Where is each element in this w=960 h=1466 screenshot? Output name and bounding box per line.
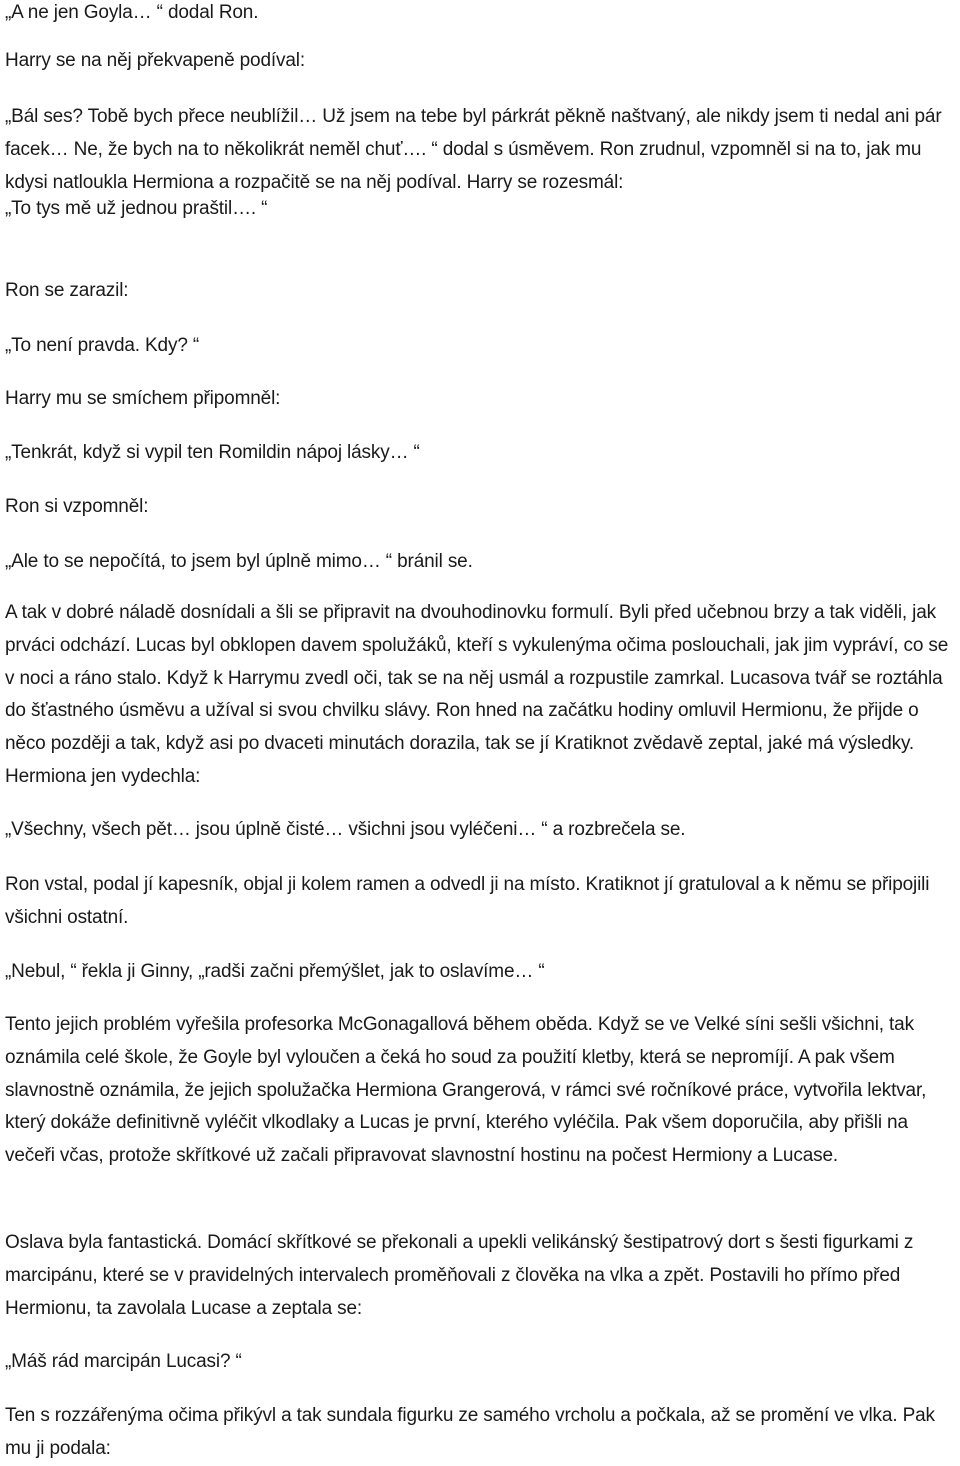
paragraph-17: „Máš rád marcipán Lucasi? “ xyxy=(5,1351,242,1372)
paragraph-3: „Bál ses? Tobě bych přece neublížil… Už jsem na tebe byl párkrát pěkně naštvaný, ale nikdy jsem ti nedal ani pár facek… Ne, že bych na to několikrát neměl chuť…. “ dodal s úsměvem. Ron zrudnul, vzpomněl si na to, jak mu kdysi natloukla Hermiona a rozpačitě se na něj podíval. Harry se rozesmál: xyxy=(5,106,942,193)
paragraph-15: Tento jejich problém vyřešila profesorka McGonagallová během oběda. Když se ve Velké síni sešli všichni, tak oznámila celé škole, že Goyle byl vyloučen a čeká ho soud za použití kletby, která se nepromíjí. A pak všem slavnostně oznámila, že jejich spolužačka Hermiona Grangerová, v rámci své ročníkové práce, vytvořila lektvar, který dokáže definitivně vyléčit vlkodlaky a Lucas je první, kterého vyléčila. Pak všem doporučila, aby přišli na večeři včas, protože skřítkové už začali připravovat slavnostní hostinu na počest Hermiony a Lucase. xyxy=(5,1014,927,1167)
paragraph-1: „A ne jen Goyla… “ dodal Ron. xyxy=(5,2,259,23)
paragraph-6: „To není pravda. Kdy? “ xyxy=(5,335,200,356)
paragraph-13: Ron vstal, podal jí kapesník, objal ji kolem ramen a odvedl ji na místo. Kratiknot jí gratuloval a k němu se připojili všichni ostatní. xyxy=(5,874,930,928)
paragraph-16: Oslava byla fantastická. Domácí skřítkové se překonali a upekli velikánský šestipatrový dort s šesti figurkami z marcipánu, které se v pravidelných intervalech proměňovali z člověka na vlka a zpět. Postavili ho přímo před Hermionu, ta zavolala Lucase a zeptala se: xyxy=(5,1232,914,1319)
paragraph-12: „Všechny, všech pět… jsou úplně čisté… všichni jsou vyléčeni… “ a rozbrečela se. xyxy=(5,819,686,840)
paragraph-11: A tak v dobré náladě dosnídali a šli se připravit na dvouhodinovku formulí. Byli před učebnou brzy a tak viděli, jak prváci odchází. Lucas byl obklopen davem spolužáků, kteří s vykulenýma očima poslouchali, jak jim vypráví, co se v noci a ráno stalo. Když k Harrymu zvedl oči, tak se na něj usmál a rozpustile zamrkal. Lucasova tvář se roztáhla do šťastného úsměvu a užíval si svou chvilku slávy. Ron hned na začátku hodiny omluvil Hermionu, že přijde o něco později a tak, když asi po dvaceti minutách dorazila, tak se jí Kratiknot zvědavě zeptal, jaké má výsledky. Hermiona jen vydechla: xyxy=(5,602,949,787)
paragraph-4: „To tys mě už jednou praštil…. “ xyxy=(5,198,268,219)
paragraph-7: Harry mu se smíchem připomněl: xyxy=(5,388,281,409)
paragraph-5: Ron se zarazil: xyxy=(5,280,129,301)
paragraph-18: Ten s rozzářenýma očima přikývl a tak sundala figurku ze samého vrcholu a počkala, až se promění ve vlka. Pak mu ji podala: xyxy=(5,1405,935,1459)
paragraph-8: „Tenkrát, když si vypil ten Romildin nápoj lásky… “ xyxy=(5,442,420,463)
paragraph-2: Harry se na něj překvapeně podíval: xyxy=(5,50,305,71)
paragraph-14: „Nebul, “ řekla ji Ginny, „radši začni přemýšlet, jak to oslavíme… “ xyxy=(5,961,545,982)
paragraph-9: Ron si vzpomněl: xyxy=(5,496,149,517)
paragraph-10: „Ale to se nepočítá, to jsem byl úplně mimo… “ bránil se. xyxy=(5,551,473,572)
